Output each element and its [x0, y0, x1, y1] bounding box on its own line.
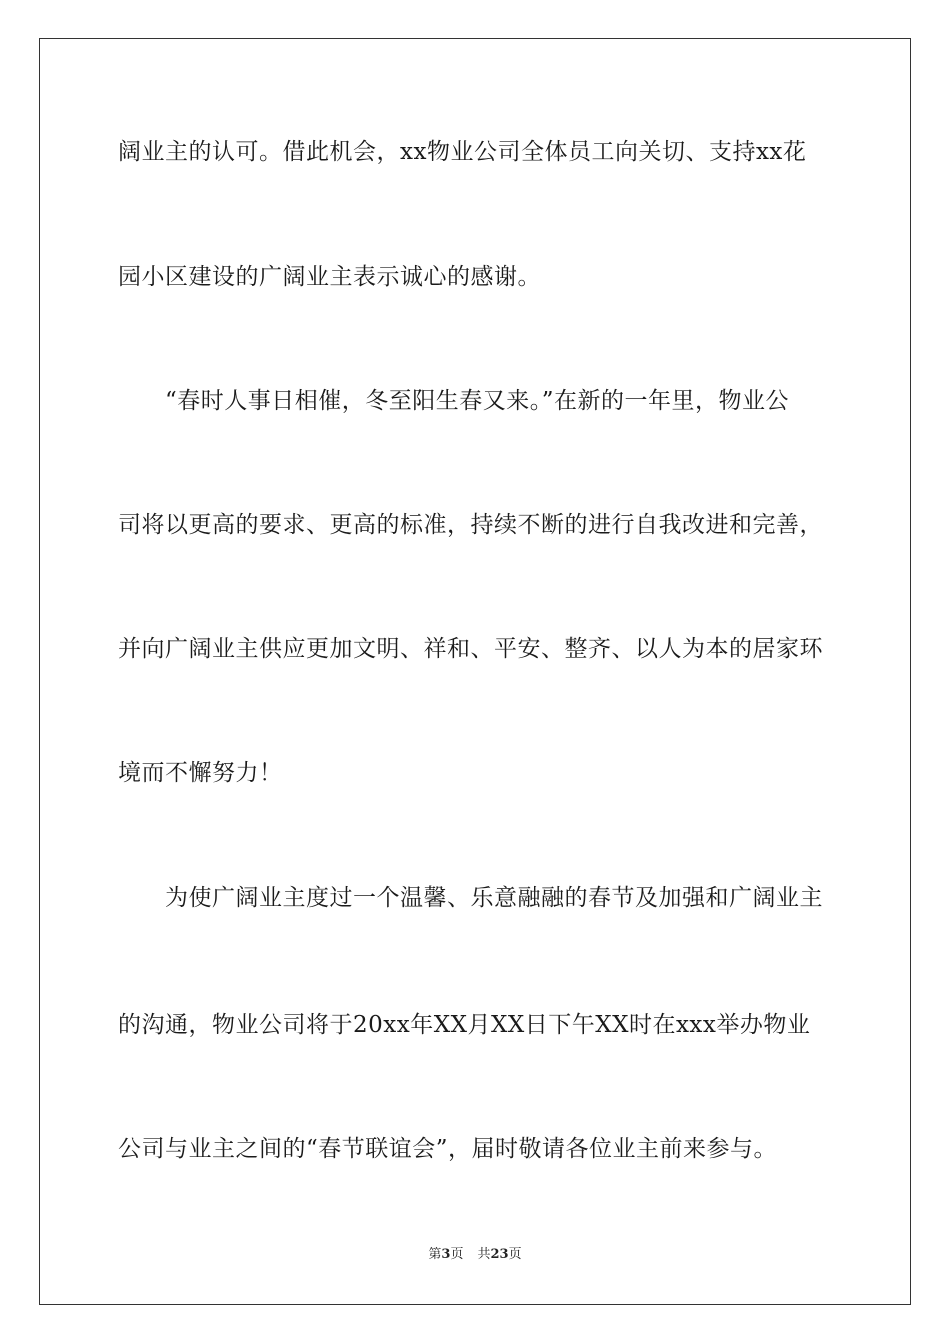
text-line-1: 阔业主的认可。借此机会，xx物业公司全体员工向关切、支持xx花: [118, 139, 807, 165]
text-line-7: 为使广阔业主度过一个温馨、乐意融融的春节及加强和广阔业主: [165, 885, 823, 911]
text-line-3: “春时人事日相催，冬至阳生春又来。”在新的一年里，物业公: [165, 388, 790, 414]
text-line-6: 境而不懈努力！: [118, 760, 283, 786]
total-suffix: 页: [508, 1247, 522, 1262]
page-number: 3: [441, 1247, 451, 1262]
text-line-4: 司将以更高的要求、更高的标准，持续不断的进行自我改进和完善，: [118, 512, 823, 538]
text-line-2: 园小区建设的广阔业主表示诚心的感谢。: [118, 264, 541, 290]
text-line-9: 公司与业主之间的“春节联谊会”，届时敬请各位业主前来参与。: [118, 1136, 778, 1162]
total-pages: 23: [490, 1247, 509, 1262]
page-suffix: 页: [450, 1247, 464, 1262]
page-border: [39, 38, 911, 1305]
page-footer: [0, 1246, 950, 1264]
total-prefix: 共: [477, 1247, 491, 1262]
page-prefix: 第: [428, 1247, 442, 1262]
text-line-5: 并向广阔业主供应更加文明、祥和、平安、整齐、以人为本的居家环: [118, 636, 823, 662]
text-line-8: 的沟通，物业公司将于20xx年XX月XX日下午XX时在xxx举办物业: [118, 1012, 811, 1038]
